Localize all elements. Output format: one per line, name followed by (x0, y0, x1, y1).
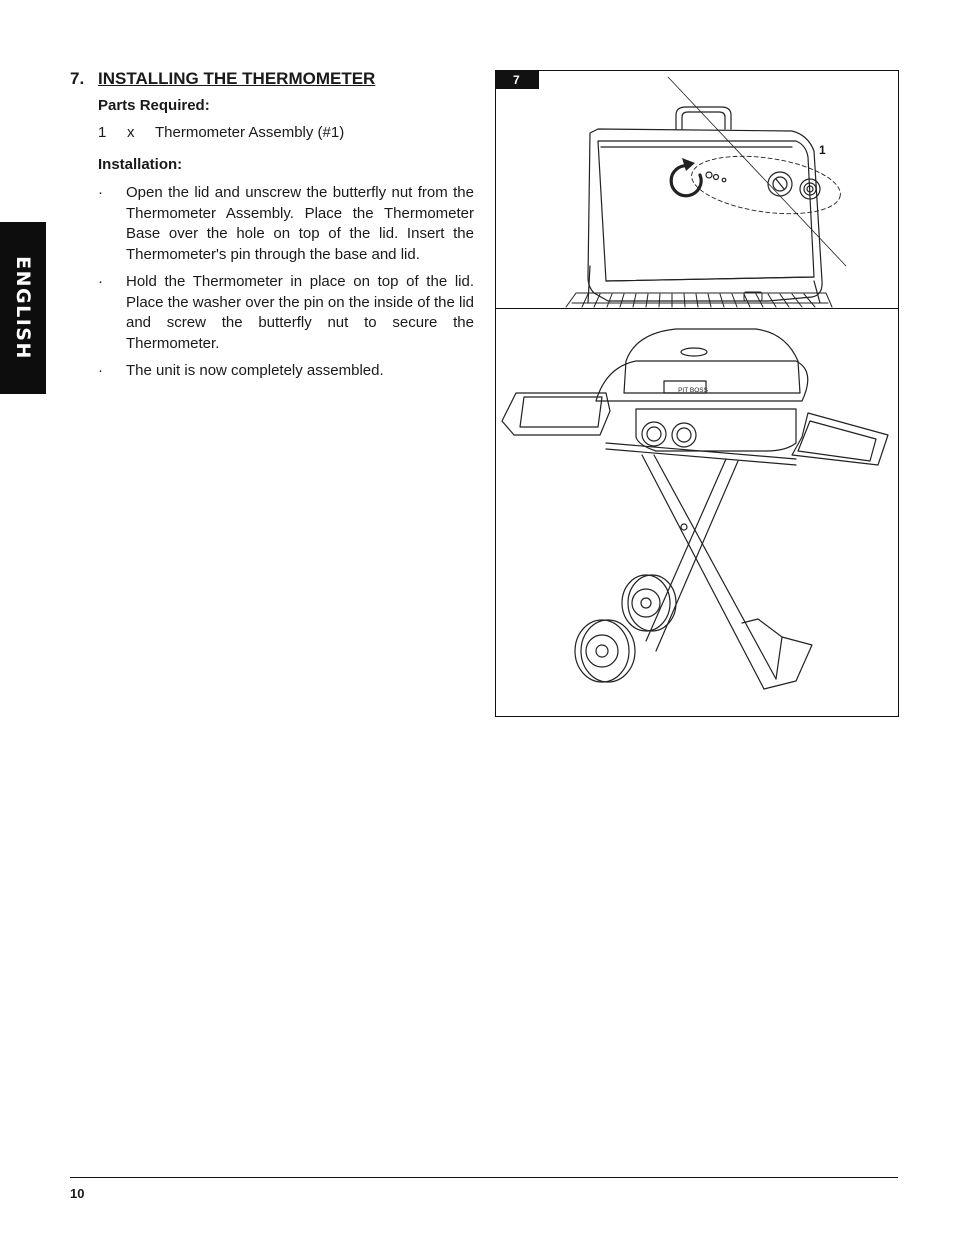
parts-list-item (98, 123, 474, 143)
wheels-drawing (575, 575, 676, 682)
language-side-tab (0, 222, 46, 394)
bullet: · (98, 184, 103, 201)
step-number-badge: 7 (496, 71, 539, 89)
footer-rule (70, 1177, 898, 1178)
installation-step (98, 272, 474, 354)
step-text: Hold the Thermometer in place on top of the lid. Place the washer over the pin on the inside of the lid and screw the butterfly nut to secure the Thermometer. (126, 273, 474, 352)
instructions-column (70, 68, 474, 389)
grill-illustration (496, 71, 900, 718)
assembled-grill-drawing (502, 329, 888, 689)
step-text: Open the lid and unscrew the butterfly nut from the Thermometer Assembly. Place the Thermometer Base over the hole on top of the lid. Insert the Thermometer's pin through the base and lid. (126, 184, 474, 263)
part-multiplier: x (127, 124, 135, 141)
part-quantity: 1 (98, 124, 107, 141)
part-callout-label: 1 (819, 143, 826, 157)
step-text: The unit is now completely assembled. (126, 362, 384, 379)
installation-step (98, 361, 474, 382)
section-number: 7. (70, 69, 85, 88)
section-heading (70, 68, 474, 90)
part-name: Thermometer Assembly (#1) (155, 124, 345, 141)
installation-heading: Installation: (98, 156, 183, 173)
page-number: 10 (70, 1186, 85, 1201)
figure-divider (496, 308, 898, 309)
language-label: ENGLISH (12, 256, 34, 360)
thermometer-detail (668, 77, 846, 266)
parts-required-heading: Parts Required: (98, 97, 210, 114)
installation-steps (98, 183, 474, 382)
bullet: · (98, 362, 103, 379)
section-title: INSTALLING THE THERMOMETER (98, 69, 376, 88)
grill-logo-text: PIT BOSS (678, 387, 708, 394)
assembly-figure (495, 70, 899, 717)
open-lid-drawing (588, 107, 822, 303)
bullet: · (98, 273, 103, 290)
installation-step (98, 183, 474, 265)
